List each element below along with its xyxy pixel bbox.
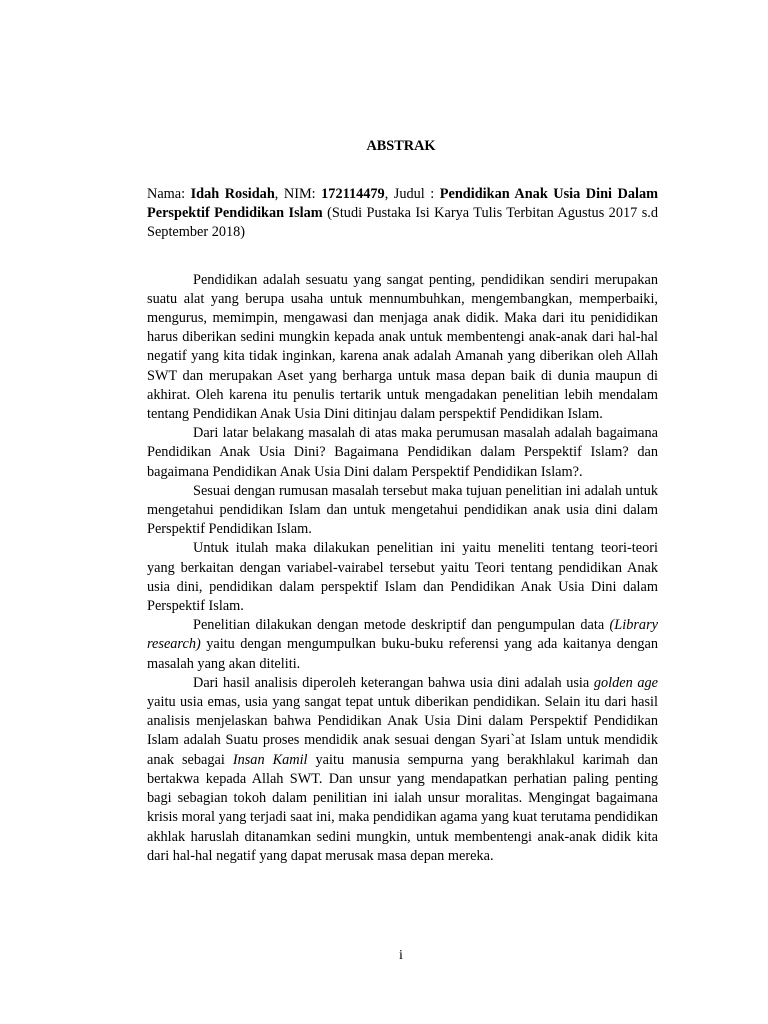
abstract-body (147, 185, 658, 866)
thesis-title: Pendidikan Anak Usia Dini Dalam Perspektif Pendidikan Islam (147, 186, 658, 222)
paragraph-5-text-a: Penelitian dilakukan dengan metode deskriptif dan pengumpulan data (193, 617, 610, 634)
paragraph-5-text-b: yaitu dengan mengumpulkan buku-buku referensi yang ada kaitanya dengan masalah yang akan diteliti. (147, 636, 658, 672)
paragraph-2: Dari latar belakang masalah di atas maka perumusan masalah adalah bagaimana Pendidikan Anak Usia Dini? Bagaimana Pendidikan dalam Perspektif Islam? dan bagaimana Pendidikan Anak Usia Dini dalam Perspektif Pendidikan Islam?. (147, 425, 658, 480)
study-note: (Studi Pustaka Isi Karya Tulis Terbitan Agustus 2017 s.d September 2018) (147, 205, 658, 241)
paragraph-3: Sesuai dengan rumusan masalah tersebut maka tujuan penelitian ini adalah untuk mengetahui pendidikan Islam dan untuk mengetahui pendidikan anak usia dini dalam Perspektif Pendidikan Islam. (147, 482, 658, 538)
paragraph-6 (147, 674, 658, 866)
paragraph-6-text-c: yaitu manusia sempurna yang berakhlakul karimah dan bertakwa kepada Allah SWT. Dan unsur yang mendapatkan perhatian paling penting bagi sebagian tokoh dalam penilitian ini ialah unsur moralitas. Mengingat bagaimana krisis moral yang terjadi saat ini, maka pendidikan agama yang kuat terutama pendidikan akhlak haruslah ditanamkan sedini mungkin, untuk membentengi anak-anak didik kita dari hal-hal negatif yang dapat merusak masa depan mereka. (147, 751, 658, 864)
paragraph-6-emphasis-2: Insan Kamil (232, 751, 308, 768)
paragraph-6-text-a: Dari hasil analisis diperoleh keterangan bahwa usia dini adalah usia (193, 674, 594, 691)
paragraph-5 (147, 616, 658, 674)
student-id: 172114479 (321, 186, 385, 202)
judul-label: , Judul : (384, 186, 440, 202)
nim-label: , NIM: (274, 186, 322, 202)
paragraph-5-emphasis: (Library research) (147, 617, 658, 653)
page-number: i (399, 948, 403, 963)
paragraph-6-text-b: yaitu usia emas, usia yang sangat tepat untuk diberikan pendidikan. Selain itu dari hasil analisis menjelaskan bahwa Pendidikan Anak Usia Dini dalam Perspektif Pendidikan Islam adalah Suatu proses mendidik anak sesuai dengan Syari`at Islam untuk mendidik anak sebagai (147, 694, 658, 768)
paragraph-4: Untuk itulah maka dilakukan penelitian ini yaitu meneliti tentang teori-teori yang berkaitan dengan variabel-vairabel tersebut yaitu Teori tentang pendidikan Anak usia dini, pendidikan dalam perspektif Islam dan Pendidikan Anak Usia Dini dalam Perspektif Islam. (147, 540, 658, 615)
abstract-title: ABSTRAK (366, 138, 436, 154)
paragraph-1: Pendidikan adalah sesuatu yang sangat penting, pendidikan sendiri merupakan suatu alat yang berupa usaha untuk mennumbuhkan, mengembangkan, memperbaiki, mengurus, memimpin, mengawasi dan menjaga anak didik. Maka dari itu penididikan harus diberikan sedini mungkin kepada anak untuk membentengi anak-anak dari hal-hal negatif yang kita tidak inginkan, karena anak adalah Amanah yang diberikan oleh Allah SWT dan merupakan Aset yang berharga untuk masa depan baik di dunia maupun di akhirat. Oleh karena itu penulis tertarik untuk mengadakan penelitian lebih mendalam tentang Pendidikan Anak Usia Dini ditinjau dalam perspektif Pendidikan Islam. (147, 271, 658, 423)
author-name: Idah Rosidah (190, 186, 275, 202)
author-info (147, 185, 658, 243)
nama-label: Nama: (147, 186, 191, 202)
paragraph-6-emphasis-1: golden age (593, 674, 658, 691)
